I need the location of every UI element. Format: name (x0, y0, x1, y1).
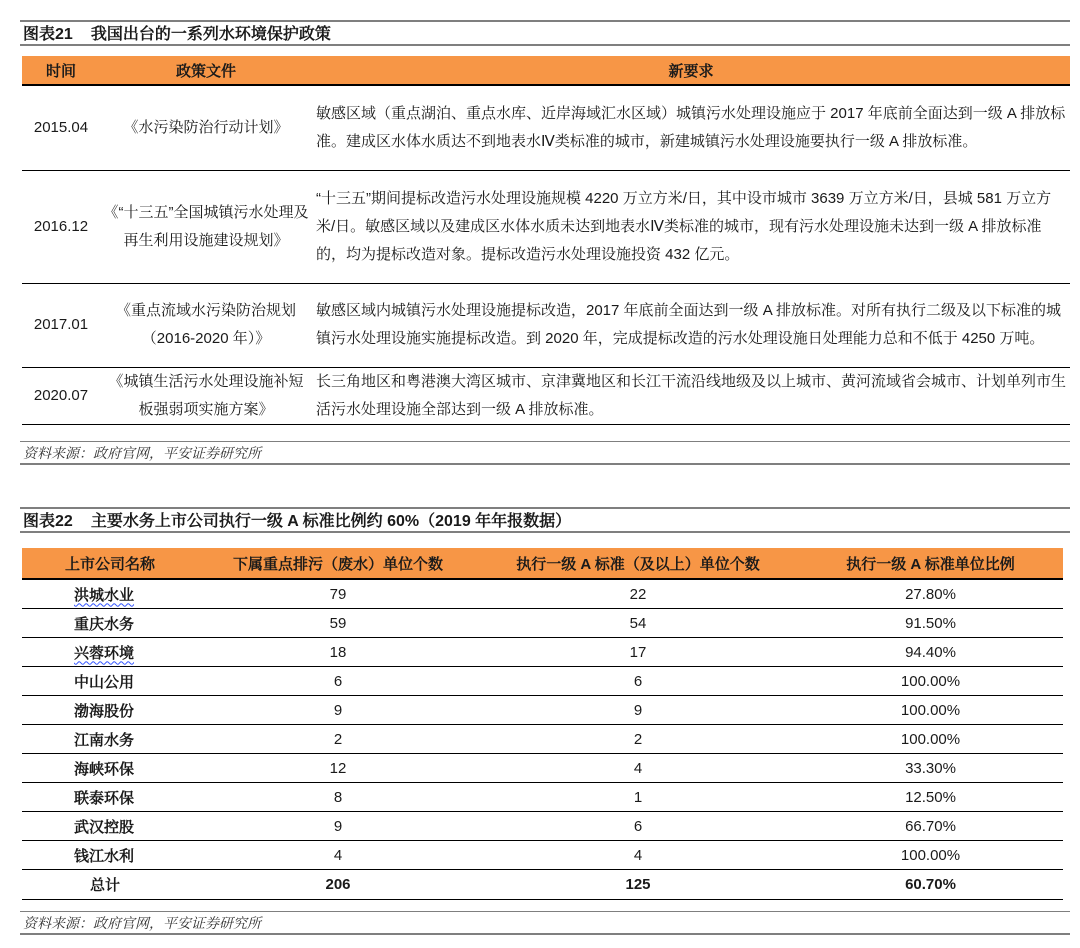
company-name: 洪城水业 (74, 586, 135, 604)
grade-a-ratio: 100.00% (798, 841, 1063, 870)
company-row (22, 812, 1063, 841)
grade-a-ratio: 27.80% (798, 579, 1063, 609)
figure22-number: 图表22 (23, 513, 73, 530)
units-count: 8 (198, 783, 478, 812)
total-row (22, 870, 1063, 900)
figure22-source: 资料来源：政府官网，平安证券研究所 (20, 911, 1070, 935)
grade-a-ratio: 100.00% (798, 667, 1063, 696)
policy-document: 《“十三五”全国城镇污水处理及再生利用设施建设规划》 (100, 170, 312, 283)
units-count: 18 (198, 638, 478, 667)
header-company: 上市公司名称 (22, 548, 198, 579)
company-name: 联泰环保 (22, 783, 198, 812)
policy-date: 2015.04 (22, 85, 100, 170)
grade-a-count: 6 (478, 812, 798, 841)
grade-a-count: 4 (478, 754, 798, 783)
policy-date: 2020.07 (22, 367, 100, 424)
units-count: 2 (198, 725, 478, 754)
policy-table-header (22, 56, 1070, 85)
company-row (22, 579, 1063, 609)
policy-requirement: 长三角地区和粤港澳大湾区城市、京津冀地区和长江干流沿线地级及以上城市、黄河流域省会城市、计划单列市生活污水处理设施全部达到一级 A 排放标准。 (312, 367, 1070, 424)
units-count: 59 (198, 609, 478, 638)
company-name: 江南水务 (22, 725, 198, 754)
company-row (22, 783, 1063, 812)
grade-a-count: 54 (478, 609, 798, 638)
company-row (22, 725, 1063, 754)
company-name: 重庆水务 (22, 609, 198, 638)
total-grade-a: 125 (478, 870, 798, 900)
company-row (22, 841, 1063, 870)
company-row (22, 696, 1063, 725)
units-count: 4 (198, 841, 478, 870)
grade-a-count: 17 (478, 638, 798, 667)
grade-a-count: 6 (478, 667, 798, 696)
header-document: 政策文件 (100, 56, 312, 85)
company-name: 渤海股份 (22, 696, 198, 725)
policy-date: 2017.01 (22, 283, 100, 367)
water-companies-table (22, 548, 1063, 900)
grade-a-ratio: 66.70% (798, 812, 1063, 841)
policy-row (22, 170, 1070, 283)
figure21-title (20, 20, 1070, 46)
policy-requirement: 敏感区域（重点湖泊、重点水库、近岸海域汇水区域）城镇污水处理设施应于 2017 年底前全面达到一级 A 排放标准。建成区水体水质达不到地表水Ⅳ类标准的城市，新建城镇污水处理设施要执行一级 A 排放标准。 (312, 85, 1070, 170)
company-name: 武汉控股 (22, 812, 198, 841)
units-count: 79 (198, 579, 478, 609)
grade-a-count: 1 (478, 783, 798, 812)
policy-document: 《城镇生活污水处理设施补短板强弱项实施方案》 (100, 367, 312, 424)
company-row (22, 609, 1063, 638)
companies-table-header (22, 548, 1063, 579)
grade-a-count: 9 (478, 696, 798, 725)
company-row (22, 754, 1063, 783)
figure22-caption: 主要水务上市公司执行一级 A 标准比例约 60%（2019 年年报数据） (90, 513, 572, 530)
grade-a-ratio: 100.00% (798, 725, 1063, 754)
total-units: 206 (198, 870, 478, 900)
policy-requirement: 敏感区域内城镇污水处理设施提标改造，2017 年底前全面达到一级 A 排放标准。对所有执行二级及以下标准的城镇污水处理设施实施提标改造。到 2020 年，完成提标改造的污水处理设施日处理能力总和不低于 4250 万吨。 (312, 283, 1070, 367)
header-grade-a-ratio: 执行一级 A 标准单位比例 (798, 548, 1063, 579)
units-count: 12 (198, 754, 478, 783)
units-count: 6 (198, 667, 478, 696)
figure21-source: 资料来源：政府官网，平安证券研究所 (20, 441, 1070, 465)
header-requirement: 新要求 (312, 56, 1070, 85)
grade-a-ratio: 100.00% (798, 696, 1063, 725)
total-label: 总计 (22, 870, 198, 900)
figure21-caption: 我国出台的一系列水环境保护政策 (90, 26, 331, 43)
policy-document: 《重点流域水污染防治规划（2016-2020 年）》 (100, 283, 312, 367)
company-name: 兴蓉环境 (74, 644, 135, 662)
company-name: 中山公用 (22, 667, 198, 696)
company-name: 钱江水利 (22, 841, 198, 870)
grade-a-ratio: 91.50% (798, 609, 1063, 638)
policy-document: 《水污染防治行动计划》 (100, 85, 312, 170)
total-ratio: 60.70% (798, 870, 1063, 900)
grade-a-count: 22 (478, 579, 798, 609)
header-grade-a-units: 执行一级 A 标准（及以上）单位个数 (478, 548, 798, 579)
grade-a-count: 4 (478, 841, 798, 870)
grade-a-ratio: 12.50% (798, 783, 1063, 812)
figure22-title (20, 507, 1070, 533)
units-count: 9 (198, 696, 478, 725)
grade-a-count: 2 (478, 725, 798, 754)
figure21-number: 图表21 (23, 26, 73, 43)
policy-table (22, 56, 1070, 425)
units-count: 9 (198, 812, 478, 841)
header-units: 下属重点排污（废水）单位个数 (198, 548, 478, 579)
grade-a-ratio: 33.30% (798, 754, 1063, 783)
grade-a-ratio: 94.40% (798, 638, 1063, 667)
policy-row (22, 85, 1070, 170)
policy-row (22, 367, 1070, 424)
company-name: 海峡环保 (22, 754, 198, 783)
policy-date: 2016.12 (22, 170, 100, 283)
policy-row (22, 283, 1070, 367)
header-date: 时间 (22, 56, 100, 85)
company-row (22, 667, 1063, 696)
policy-requirement: “十三五”期间提标改造污水处理设施规模 4220 万立方米/日，其中设市城市 3639 万立方米/日，县城 581 万立方米/日。敏感区域以及建成区水体水质未达到地表水Ⅳ类标准的城市，现有污水处理设施未达到一级 A 排放标准的，均为提标改造对象。提标改造污水处理设施投资 432 亿元。 (312, 170, 1070, 283)
company-row (22, 638, 1063, 667)
